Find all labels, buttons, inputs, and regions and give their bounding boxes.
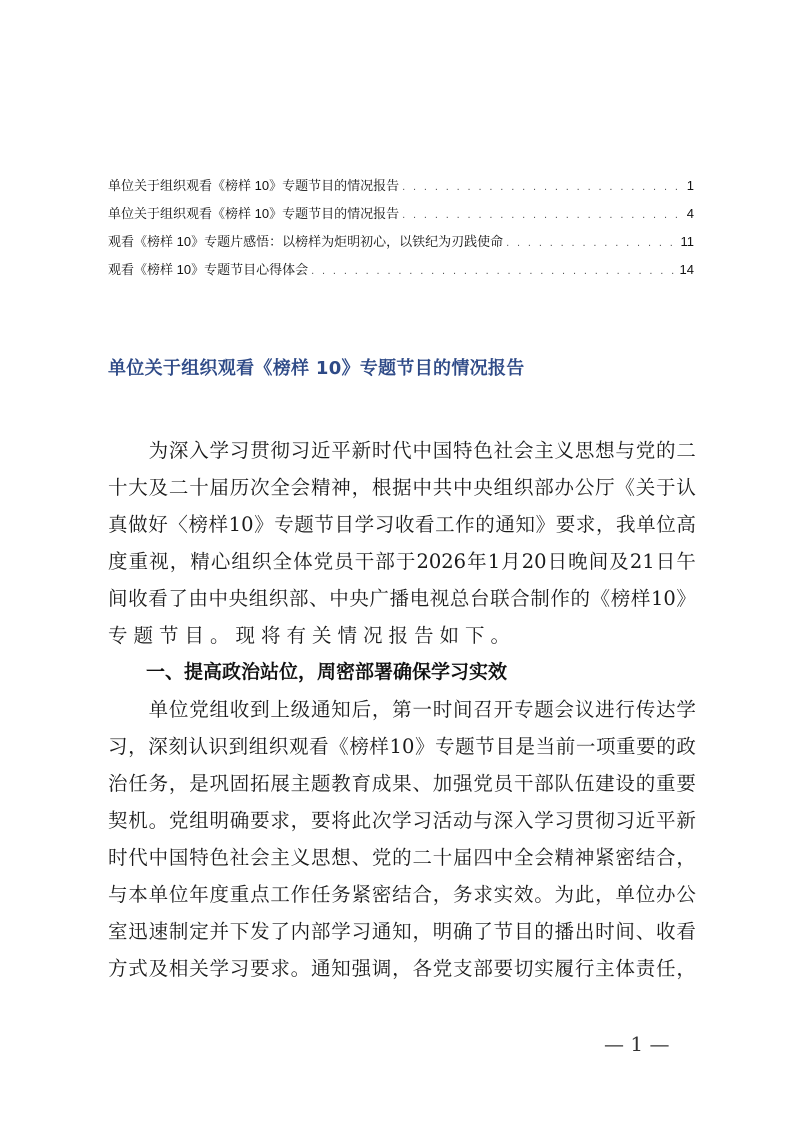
paragraph-line: 间 收 看 了 由 中 央 组 织 部 、 中 央 广 播 电 视 总 台 联 合 制 作 的 《 榜 样 10 》 [108, 587, 696, 610]
section-heading: 一、提高政治站位，周密部署确保学习实效 [146, 661, 508, 683]
document-body [108, 432, 696, 987]
paragraph-line: 单 位 党 组 收 到 上 级 通 知 后 ， 第 一 时 间 召 开 专 题 会 议 进 行 传 达 学 [148, 698, 696, 721]
paragraph-line: 治 任 务 ， 是 巩 固 拓 展 主 题 教 育 成 果 、 加 强 党 员 干 部 队 伍 建 设 的 重 要 [108, 772, 696, 795]
toc-entry-title: 单位关于组织观看《榜样 10》专题节目的情况报告 [108, 206, 400, 221]
paragraph-line: 真 做 好 〈 榜 样 10 》 专 题 节 目 学 习 收 看 工 作 的 通 知 》 要 求 ， 我 单 位 高 [108, 513, 696, 536]
toc-entry-page: 14 [679, 262, 694, 277]
toc-dot-leader [311, 265, 676, 277]
toc-entry-title: 单位关于组织观看《榜样 10》专题节目的情况报告 [108, 178, 400, 193]
toc-entry[interactable] [108, 231, 694, 259]
toc-entry-page: 4 [686, 206, 694, 221]
paragraph-line: 室 迅 速 制 定 并 下 发 了 内 部 学 习 通 知 ， 明 确 了 节 目 的 播 出 时 间 、 收 看 [108, 920, 696, 943]
toc-entry-title: 观看《榜样 10》专题节目心得体会 [108, 262, 309, 277]
paragraph-line: 契 机 。 党 组 明 确 要 求 ， 要 将 此 次 学 习 活 动 与 深 入 学 习 贯 彻 习 近 平 新 [108, 809, 696, 832]
paragraph-line: 方 式 及 相 关 学 习 要 求 。 通 知 强 调 ， 各 党 支 部 要 切 实 履 行 主 体 责 任 ， [108, 957, 696, 980]
toc-entry-page: 1 [686, 178, 694, 193]
paragraph-line: 度 重 视 ， 精 心 组 织 全 体 党 员 干 部 于 2026 年 1 月 20 日 晚 间 及 21 日 午 [108, 550, 696, 573]
toc-entry-title: 观看《榜样 10》专题片感悟：以榜样为炬明初心，以铁纪为刃践使命 [108, 234, 504, 249]
table-of-contents [108, 175, 694, 287]
toc-dot-leader [506, 237, 677, 249]
toc-entry[interactable] [108, 203, 694, 231]
toc-dot-leader [402, 181, 684, 193]
toc-entry[interactable] [108, 175, 694, 203]
paragraph-line: 十 大 及 二 十 届 历 次 全 会 精 神 ， 根 据 中 共 中 央 组 织 部 办 公 厅 《 关 于 认 [108, 476, 696, 499]
paragraph-line: 时 代 中 国 特 色 社 会 主 义 思 想 、 党 的 二 十 届 四 中 全 会 精 神 紧 密 结 合 ， [108, 846, 696, 869]
page-number: — 1 — [604, 1032, 670, 1056]
paragraph-line: 习 ， 深 刻 认 识 到 组 织 观 看 《 榜 样 10 》 专 题 节 目 是 当 前 一 项 重 要 的 政 [108, 735, 696, 758]
toc-dot-leader [402, 209, 684, 221]
paragraph-line: 与 本 单 位 年 度 重 点 工 作 任 务 紧 密 结 合 ， 务 求 实 效 。 为 此 ， 单 位 办 公 [108, 883, 696, 906]
paragraph-line: 专题节目。现将有关情况报告如下。 [108, 624, 517, 647]
toc-entry-page: 11 [680, 234, 694, 249]
toc-entry[interactable] [108, 259, 694, 287]
paragraph-line: 为 深 入 学 习 贯 彻 习 近 平 新 时 代 中 国 特 色 社 会 主 义 思 想 与 党 的 二 [148, 439, 696, 462]
document-title: 单位关于组织观看《榜样 10》专题节目的情况报告 [108, 358, 525, 379]
